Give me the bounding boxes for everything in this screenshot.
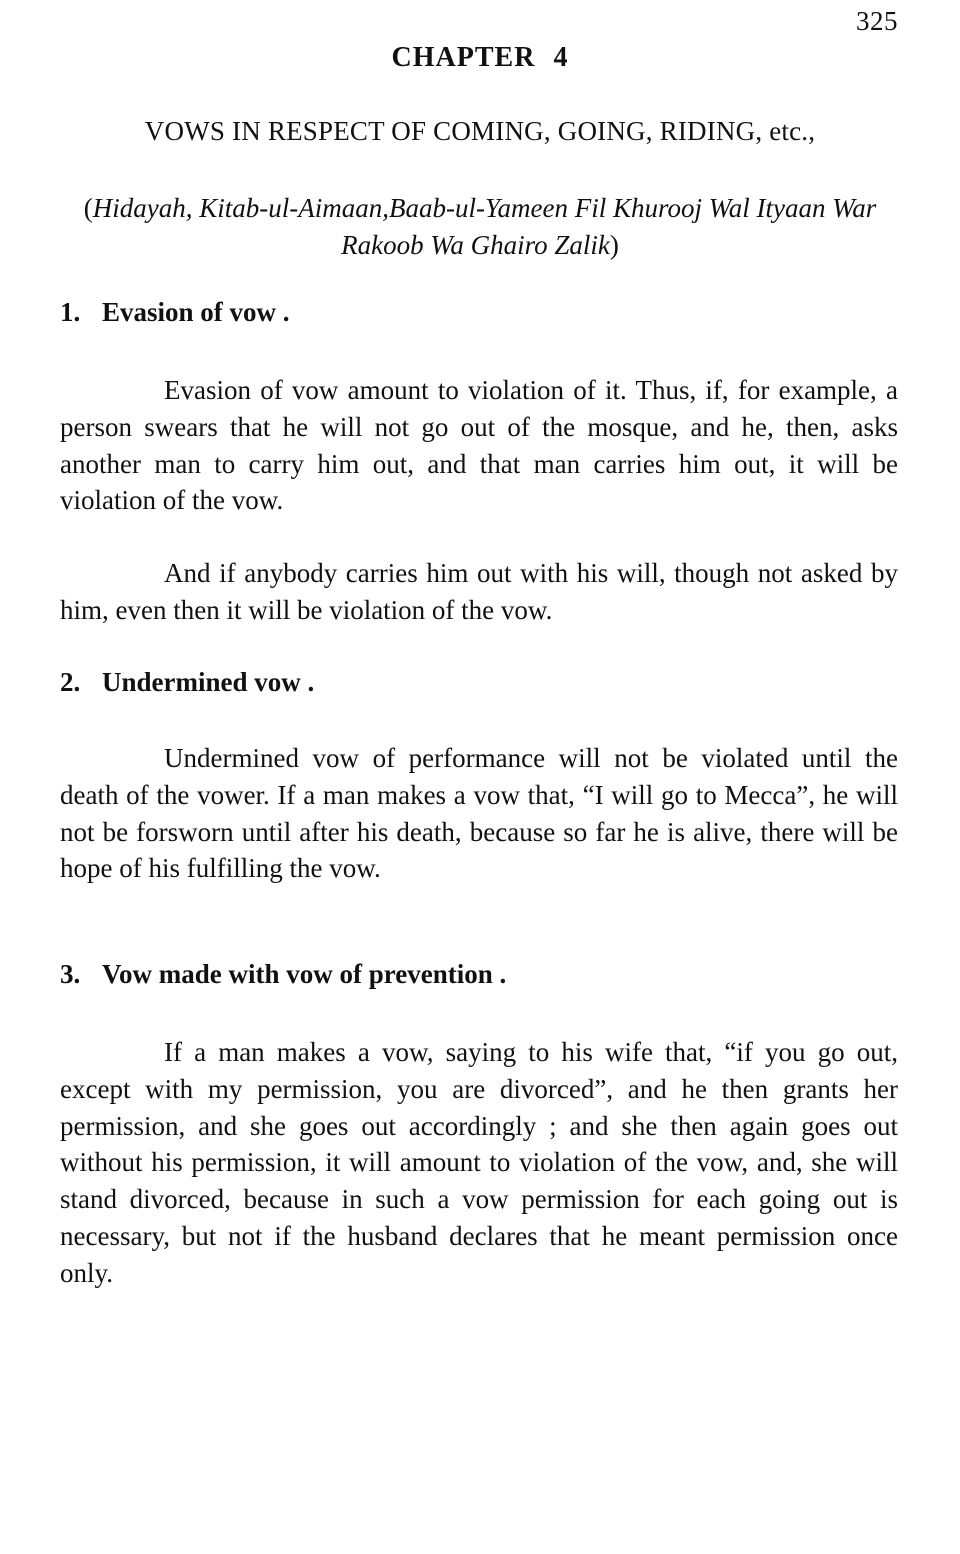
- section-title-1: Evasion of vow .: [102, 297, 290, 327]
- section-1-paragraph-1: Evasion of vow amount to violation of it. Thus, if, for example, a person swears that he will not go out of the mosque, and he, then, asks another man to carry him out, and that man carries him out, it will be violation of the vow.: [60, 375, 898, 516]
- page-number: 325: [856, 6, 898, 36]
- chapter-subtitle: VOWS IN RESPECT OF COMING, GOING, RIDING, etc.,: [144, 116, 816, 146]
- section-number-1: 1.: [60, 297, 81, 327]
- section-2-paragraph-1: Undermined vow of performance will not be violated until the death of the vower. If a man makes a vow that, “I will go to Mecca”, he will not be forsworn until after his death, because so far he is alive, there will be hope of his fulfilling the vow.: [60, 743, 898, 884]
- section-title-2: Undermined vow .: [102, 667, 315, 697]
- reference-text: Hidayah, Kitab-ul-Aimaan,Baab-ul-Yameen Fil Khurooj Wal Ityaan War Rakoob Wa Ghairo Zalik: [92, 193, 877, 260]
- chapter-reference: (Hidayah, Kitab-ul-Aimaan,Baab-ul-Yameen Fil Khurooj Wal Ityaan War Rakoob Wa Ghairo Zalik): [83, 193, 877, 260]
- section-number-2: 2.: [60, 667, 81, 697]
- section-1-paragraph-2: And if anybody carries him out with his will, though not asked by him, even then it will be violation of the vow.: [60, 558, 898, 625]
- section-3-paragraph-1: If a man makes a vow, saying to his wife that, “if you go out, except with my permission, you are divorced”, and he then grants her permission, and she goes out accordingly ; and she then again goes out without his permission, it will amount to violation of the vow, and, she will stand divorced, because in such a vow permission for each going out is necessary, but not if the husband declares that he meant permission once only.: [60, 1037, 898, 1288]
- section-title-3: Vow made with vow of prevention .: [102, 959, 507, 989]
- section-heading-3: [60, 959, 506, 990]
- chapter-title: CHAPTER 4: [391, 42, 569, 73]
- section-number-3: 3.: [60, 959, 81, 989]
- section-heading-1: [60, 297, 290, 328]
- section-heading-2: [60, 667, 314, 698]
